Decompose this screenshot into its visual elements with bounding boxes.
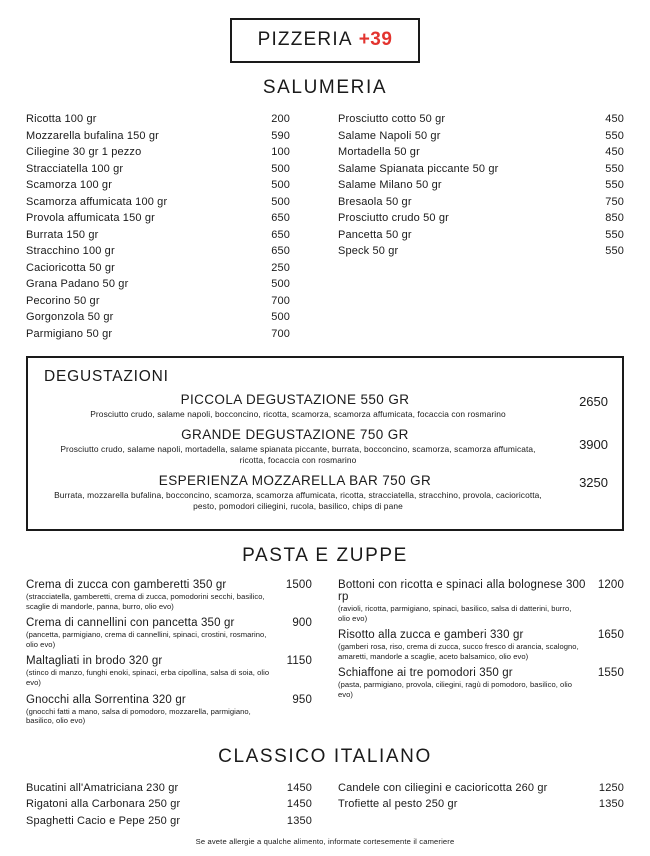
item-name: Candele con ciliegini e cacioricotta 260 gr	[338, 781, 548, 794]
item-name: Pecorino 50 gr	[26, 294, 100, 307]
item-name: ESPERIENZA MOZZARELLA BAR 750 GR	[158, 473, 432, 488]
item-description: Prosciutto crudo, salame napoli, bocconcino, ricotta, scamorza, scamorza affumicata, focaccia con rosmarino	[90, 409, 506, 419]
section-title-salumeria: SALUMERIA	[262, 77, 388, 98]
item-price: 500	[271, 278, 290, 290]
item-price: 950	[292, 693, 312, 706]
item-description: (stinco di manzo, funghi enoki, spinaci, erba cipollina, salsa di soia, olio evo)	[26, 668, 270, 687]
menu-row	[338, 796, 624, 813]
item-price: 550	[605, 129, 624, 142]
item-price: 650	[271, 245, 290, 257]
item-name: Trofiette al pesto 250 gr	[338, 798, 458, 811]
menu-row	[26, 144, 312, 161]
item-name: Ciliegine 30 gr 1 pezzo	[26, 146, 142, 158]
item-description: (stracciatella, gamberetti, crema di zucca, pomodorini secchi, basilico, scaglie di mandorle, panna, burro, olio evo)	[26, 592, 265, 611]
section-title-pasta: PASTA E ZUPPE	[242, 545, 408, 566]
item-price: 250	[271, 261, 290, 274]
classico-columns	[26, 780, 624, 830]
item-price: 3900	[579, 437, 608, 452]
menu-row	[338, 144, 624, 161]
item-price: 500	[271, 162, 290, 175]
item-name: Schiaffone ai tre pomodori 350 gr	[338, 667, 513, 680]
item-price: 1450	[286, 781, 312, 794]
item-price: 2650	[579, 394, 608, 409]
item-name: Prosciutto cotto 50 gr	[338, 113, 446, 125]
item-name: Mortadella 50 gr	[338, 146, 420, 158]
item-price: 550	[605, 245, 624, 257]
menu-row	[26, 780, 312, 797]
dish-item	[26, 579, 312, 611]
logo-accent: +39	[358, 29, 393, 50]
menu-row	[26, 309, 312, 326]
item-description: (gnocchi fatti a mano, salsa di pomodoro, mozzarella, parmigiano, basilico, olio evo)	[26, 706, 251, 726]
item-name: Pancetta 50 gr	[338, 228, 412, 241]
item-price: 550	[605, 162, 624, 175]
item-name: Bottoni con ricotta e spinaci alla bolognese 300 rp	[338, 579, 586, 603]
item-price: 1450	[286, 798, 312, 811]
item-price: 500	[271, 311, 290, 323]
item-name: Cacioricotta 50 gr	[26, 261, 115, 274]
dish-item	[26, 694, 312, 726]
logo-name: PIZZERIA	[257, 29, 353, 50]
item-price: 1150	[286, 655, 312, 668]
item-name: Crema di cannellini con pancetta 350 gr	[26, 617, 235, 630]
logo-header	[26, 18, 624, 63]
menu-row	[26, 326, 312, 343]
item-name: Rigatoni alla Carbonara 250 gr	[26, 798, 181, 811]
item-name: Grana Padano 50 gr	[26, 278, 129, 290]
degustazione-item	[40, 473, 610, 512]
item-price: 1500	[285, 579, 312, 591]
menu-row	[26, 177, 312, 194]
dish-item	[26, 655, 312, 687]
item-price: 1650	[597, 629, 624, 642]
item-price: 700	[271, 327, 290, 340]
item-price: 1200	[597, 579, 624, 591]
item-price: 3250	[579, 475, 608, 490]
item-price: 450	[605, 113, 624, 125]
menu-row	[26, 276, 312, 293]
item-name: Salame Spianata piccante 50 gr	[338, 162, 499, 175]
classico-left-column	[26, 780, 312, 830]
menu-row	[26, 128, 312, 145]
menu-row	[338, 128, 624, 145]
item-price: 500	[271, 195, 290, 208]
menu-row	[338, 161, 624, 178]
item-name: Speck 50 gr	[338, 245, 399, 257]
item-name: Spaghetti Cacio e Pepe 250 gr	[26, 814, 181, 827]
menu-row	[26, 813, 312, 830]
menu-row	[26, 194, 312, 211]
item-price: 1350	[286, 814, 312, 827]
classico-right-column	[338, 780, 624, 830]
menu-row	[26, 210, 312, 227]
item-name: Bucatini all'Amatriciana 230 gr	[26, 781, 179, 794]
pasta-right-column	[338, 579, 624, 732]
item-price: 750	[605, 195, 624, 208]
menu-row	[338, 111, 624, 128]
dish-item	[338, 579, 624, 623]
item-price: 200	[271, 113, 290, 125]
item-price: 550	[605, 179, 624, 191]
dish-item	[26, 617, 312, 649]
item-name: Gnocchi alla Sorrentina 320 gr	[26, 693, 186, 706]
item-price: 550	[605, 228, 624, 241]
item-name: Parmigiano 50 gr	[26, 327, 113, 340]
dish-item	[338, 667, 624, 699]
item-price: 900	[292, 617, 312, 630]
dish-item	[338, 629, 624, 661]
item-price: 650	[271, 228, 290, 241]
item-name: Risotto alla zucca e gamberi 330 gr	[338, 629, 524, 642]
item-price: 850	[605, 212, 624, 224]
menu-row	[338, 243, 624, 260]
item-name: Maltagliati in brodo 320 gr	[26, 655, 163, 668]
item-name: Provola affumicata 150 gr	[26, 212, 155, 224]
item-price: 1250	[598, 781, 624, 794]
item-price: 650	[271, 212, 290, 224]
item-name: Scamorza 100 gr	[26, 179, 113, 191]
item-description: Burrata, mozzarella bufalina, bocconcino, scamorza, scamorza affumicata, ricotta, stracciatella, stracchino, provola, cacioricotta, pesto, pomodori ciliegini, rucola, basilico, chips di pane	[54, 490, 542, 511]
item-description: (pancetta, parmigiano, crema di cannellini, spinaci, crostini, rosmarino, olio evo)	[26, 630, 267, 649]
item-name: PICCOLA DEGUSTAZIONE 550 GR	[180, 392, 410, 407]
pasta-left-column	[26, 579, 312, 732]
item-description: (pasta, parmigiano, provola, ciliegini, ragù di pomodoro, basilico, olio evo)	[338, 680, 573, 699]
degustazione-item	[40, 427, 610, 466]
menu-row	[26, 293, 312, 310]
item-name: Prosciutto crudo 50 gr	[338, 212, 449, 224]
menu-row	[338, 227, 624, 244]
menu-row	[338, 210, 624, 227]
menu-row	[26, 243, 312, 260]
allergy-notice: Se avete allergie a qualche alimento, informate cortesemente il cameriere	[195, 837, 455, 847]
item-name: Ricotta 100 gr	[26, 113, 97, 125]
menu-row	[26, 796, 312, 813]
degustazione-item	[40, 392, 610, 420]
item-price: 450	[605, 146, 624, 158]
item-name: Crema di zucca con gamberetti 350 gr	[26, 579, 227, 591]
item-name: Salame Napoli 50 gr	[338, 129, 441, 142]
item-name: Scamorza affumicata 100 gr	[26, 195, 168, 208]
item-price: 500	[271, 179, 290, 191]
menu-row	[338, 780, 624, 797]
menu-row	[26, 161, 312, 178]
item-name: GRANDE DEGUSTAZIONE 750 GR	[181, 427, 409, 442]
item-price: 1550	[597, 667, 624, 680]
item-name: Stracchino 100 gr	[26, 245, 115, 257]
item-name: Stracciatella 100 gr	[26, 162, 124, 175]
menu-row	[338, 177, 624, 194]
salumeria-right-column	[338, 111, 624, 342]
item-description: (ravioli, ricotta, parmigiano, spinaci, basilico, salsa di datterini, burro, olio evo)	[338, 604, 572, 623]
item-name: Burrata 150 gr	[26, 228, 99, 241]
logo-box	[230, 18, 421, 63]
item-name: Gorgonzola 50 gr	[26, 311, 114, 323]
pasta-columns	[26, 579, 624, 732]
menu-row	[26, 227, 312, 244]
item-description: (gamberi rosa, riso, crema di zucca, succo fresco di arancia, scalogno, amaretti, mandorle a scaglie, aceto balsamico, olio evo)	[338, 642, 579, 661]
item-name: Mozzarella bufalina 150 gr	[26, 129, 159, 142]
degustazioni-box	[26, 356, 624, 531]
section-title-classico: CLASSICO ITALIANO	[218, 745, 432, 767]
section-title-degustazioni: DEGUSTAZIONI	[44, 368, 169, 385]
item-description: Prosciutto crudo, salame napoli, mortadella, salame spianata piccante, burrata, bocconcino, scamorza, scamorza affumicata, ricotta, focaccia con rosmarino	[60, 444, 536, 465]
item-price: 100	[271, 146, 290, 158]
item-price: 700	[271, 294, 290, 307]
menu-row	[26, 260, 312, 277]
item-price: 590	[271, 129, 290, 142]
salumeria-columns	[26, 111, 624, 342]
menu-row	[26, 111, 312, 128]
salumeria-left-column	[26, 111, 312, 342]
menu-row	[338, 194, 624, 211]
item-name: Salame Milano 50 gr	[338, 179, 442, 191]
item-name: Bresaola 50 gr	[338, 195, 412, 208]
item-price: 1350	[598, 798, 624, 811]
